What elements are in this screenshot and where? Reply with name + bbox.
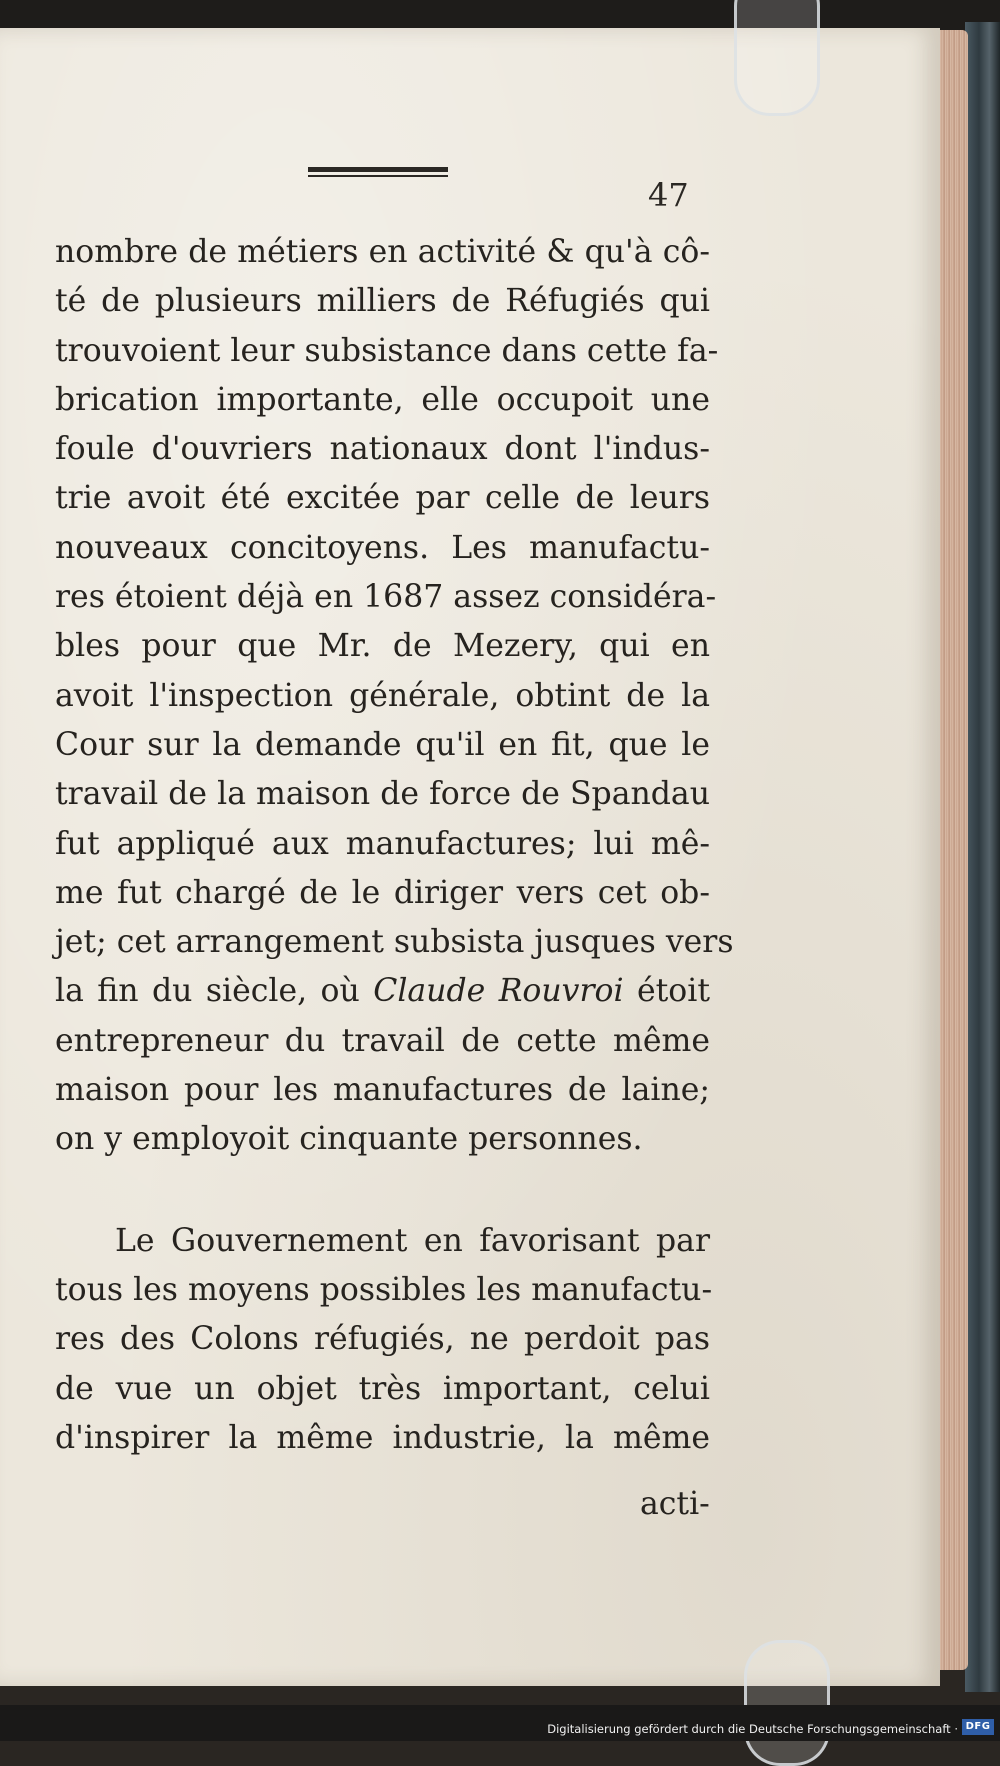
text-line: nouveaux concitoyens. Les manufactu-	[55, 529, 710, 566]
text-line: me fut chargé de le diriger vers cet ob-	[55, 874, 710, 911]
text-line: nombre de métiers en activité & qu'à cô-	[55, 234, 710, 270]
italic-name: Claude Rouvroi	[373, 973, 624, 1010]
scan-background-top	[0, 0, 1000, 30]
text-line: res des Colons réfugiés, ne perdoit pas	[55, 1321, 710, 1358]
text-segment: la fin du siècle, où	[55, 973, 360, 1010]
text-line: entrepreneur du travail de cette même	[55, 1022, 710, 1059]
text-line: travail de la maison de force de Spandau	[55, 776, 710, 813]
text-line: fut appliqué aux manufactures; lui mê-	[55, 825, 710, 862]
text-line: trie avoit été excitée par celle de leurs	[55, 480, 710, 517]
text-segment: étoit	[636, 973, 710, 1010]
header-ornament-rule	[308, 167, 448, 177]
glass-page-clip-bottom	[744, 1640, 830, 1766]
text-line: res étoient déjà en 1687 assez considéra-	[55, 579, 717, 616]
dfg-logo: DFG	[962, 1719, 994, 1735]
book-cover-edge	[965, 22, 1000, 1692]
text-line: avoit l'inspection générale, obtint de la	[55, 677, 710, 714]
funding-credit: Digitalisierung gefördert durch die Deutsche Forschungsgemeinschaft ·	[547, 1722, 958, 1736]
text-line: té de plusieurs milliers de Réfugiés qui	[55, 283, 710, 320]
text-line: d'inspirer la même industrie, la même	[55, 1419, 710, 1456]
text-line: tous les moyens possibles les manufactu-	[55, 1271, 713, 1308]
page-text	[55, 228, 734, 1463]
text-line: trouvoient leur subsistance dans cette fa-	[55, 332, 719, 369]
text-line: foule d'ouvriers nationaux dont l'indus-	[55, 431, 710, 468]
text-line: maison pour les manufactures de laine;	[55, 1072, 710, 1109]
text-line: Le Gouvernement en favorisant par	[115, 1222, 710, 1259]
text-line: Cour sur la demande qu'il en fit, que le	[55, 726, 710, 763]
text-line: de vue un objet très important, celui	[55, 1370, 710, 1407]
text-line-with-italic	[55, 967, 710, 1016]
catchword: acti-	[640, 1486, 710, 1522]
page-number: 47	[648, 176, 689, 214]
text-line: jet; cet arrangement subsista jusques vers	[55, 924, 734, 961]
text-line: bles pour que Mr. de Mezery, qui en	[55, 628, 710, 665]
text-line: on y employoit cinquante personnes.	[55, 1121, 643, 1158]
text-line: brication importante, elle occupoit une	[55, 381, 710, 418]
glass-page-clip-top	[734, 0, 820, 116]
page-edges	[936, 30, 968, 1670]
